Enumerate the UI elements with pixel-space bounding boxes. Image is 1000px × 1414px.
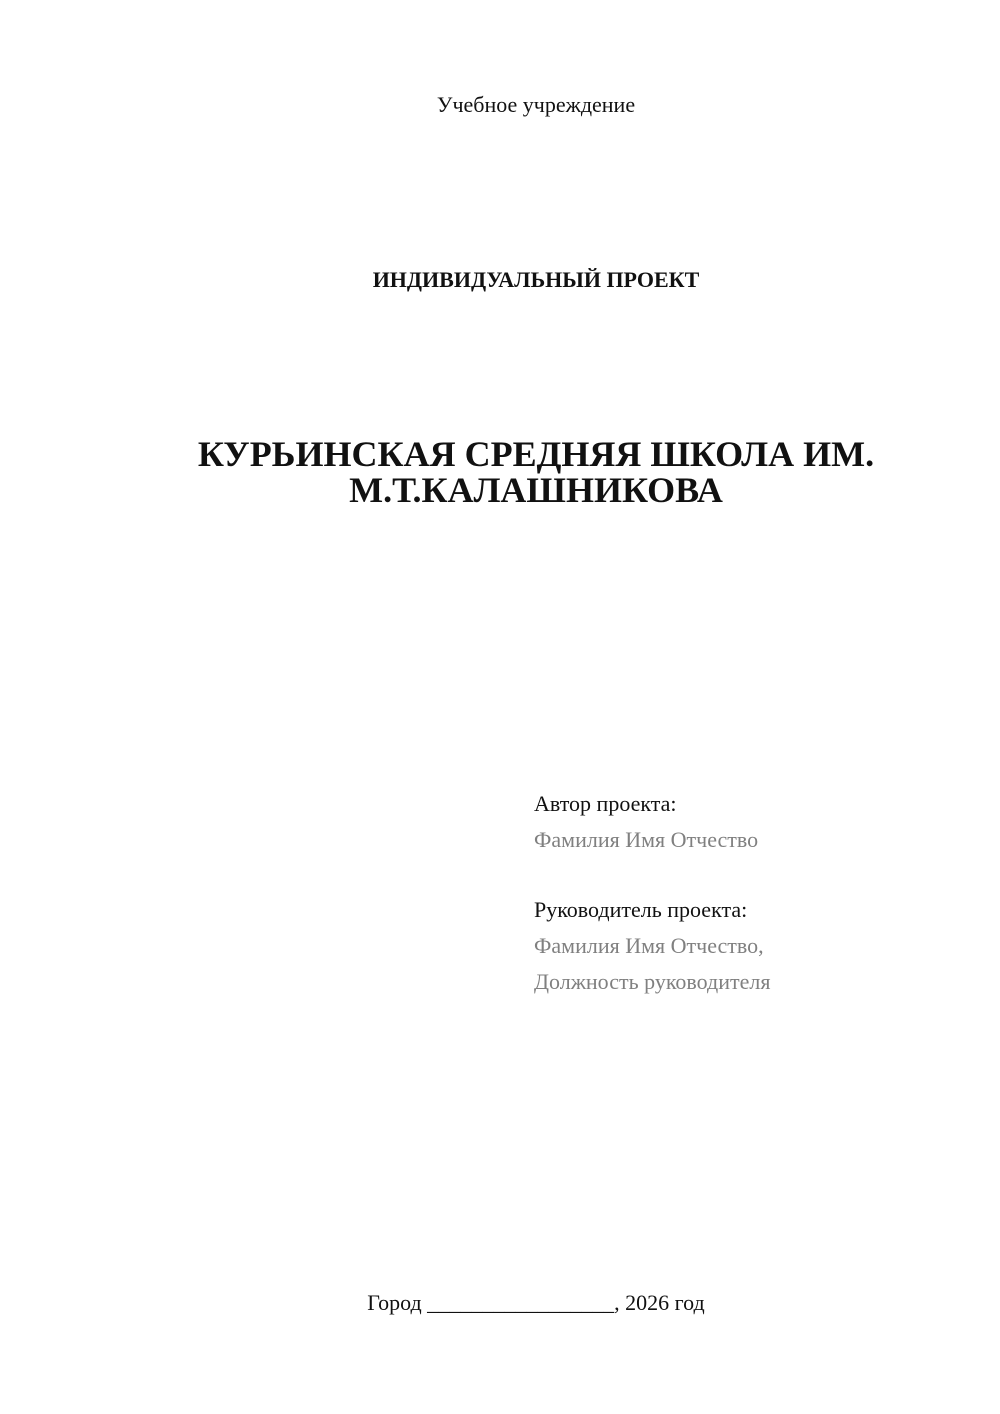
- project-title: [0, 436, 1000, 508]
- project-title-line-2: М.Т.КАЛАШНИКОВА: [349, 470, 723, 510]
- institution-name: Учебное учреждение: [436, 92, 636, 117]
- supervisor-position: Должность руководителя: [534, 969, 771, 994]
- author-label: Автор проекта:: [534, 791, 677, 816]
- project-title-line-1: КУРЬИНСКАЯ СРЕДНЯЯ ШКОЛА ИМ.: [197, 434, 875, 474]
- supervisor-name: Фамилия Имя Отчество,: [534, 933, 764, 958]
- supervisor-label: Руководитель проекта:: [534, 897, 748, 922]
- city-year-footer: Город _________________, 2026 год: [367, 1290, 705, 1315]
- project-type-heading: ИНДИВИДУАЛЬНЫЙ ПРОЕКТ: [372, 267, 700, 292]
- author-name: Фамилия Имя Отчество: [534, 827, 759, 852]
- supervisor-block: [534, 892, 770, 1000]
- author-block: [534, 786, 758, 858]
